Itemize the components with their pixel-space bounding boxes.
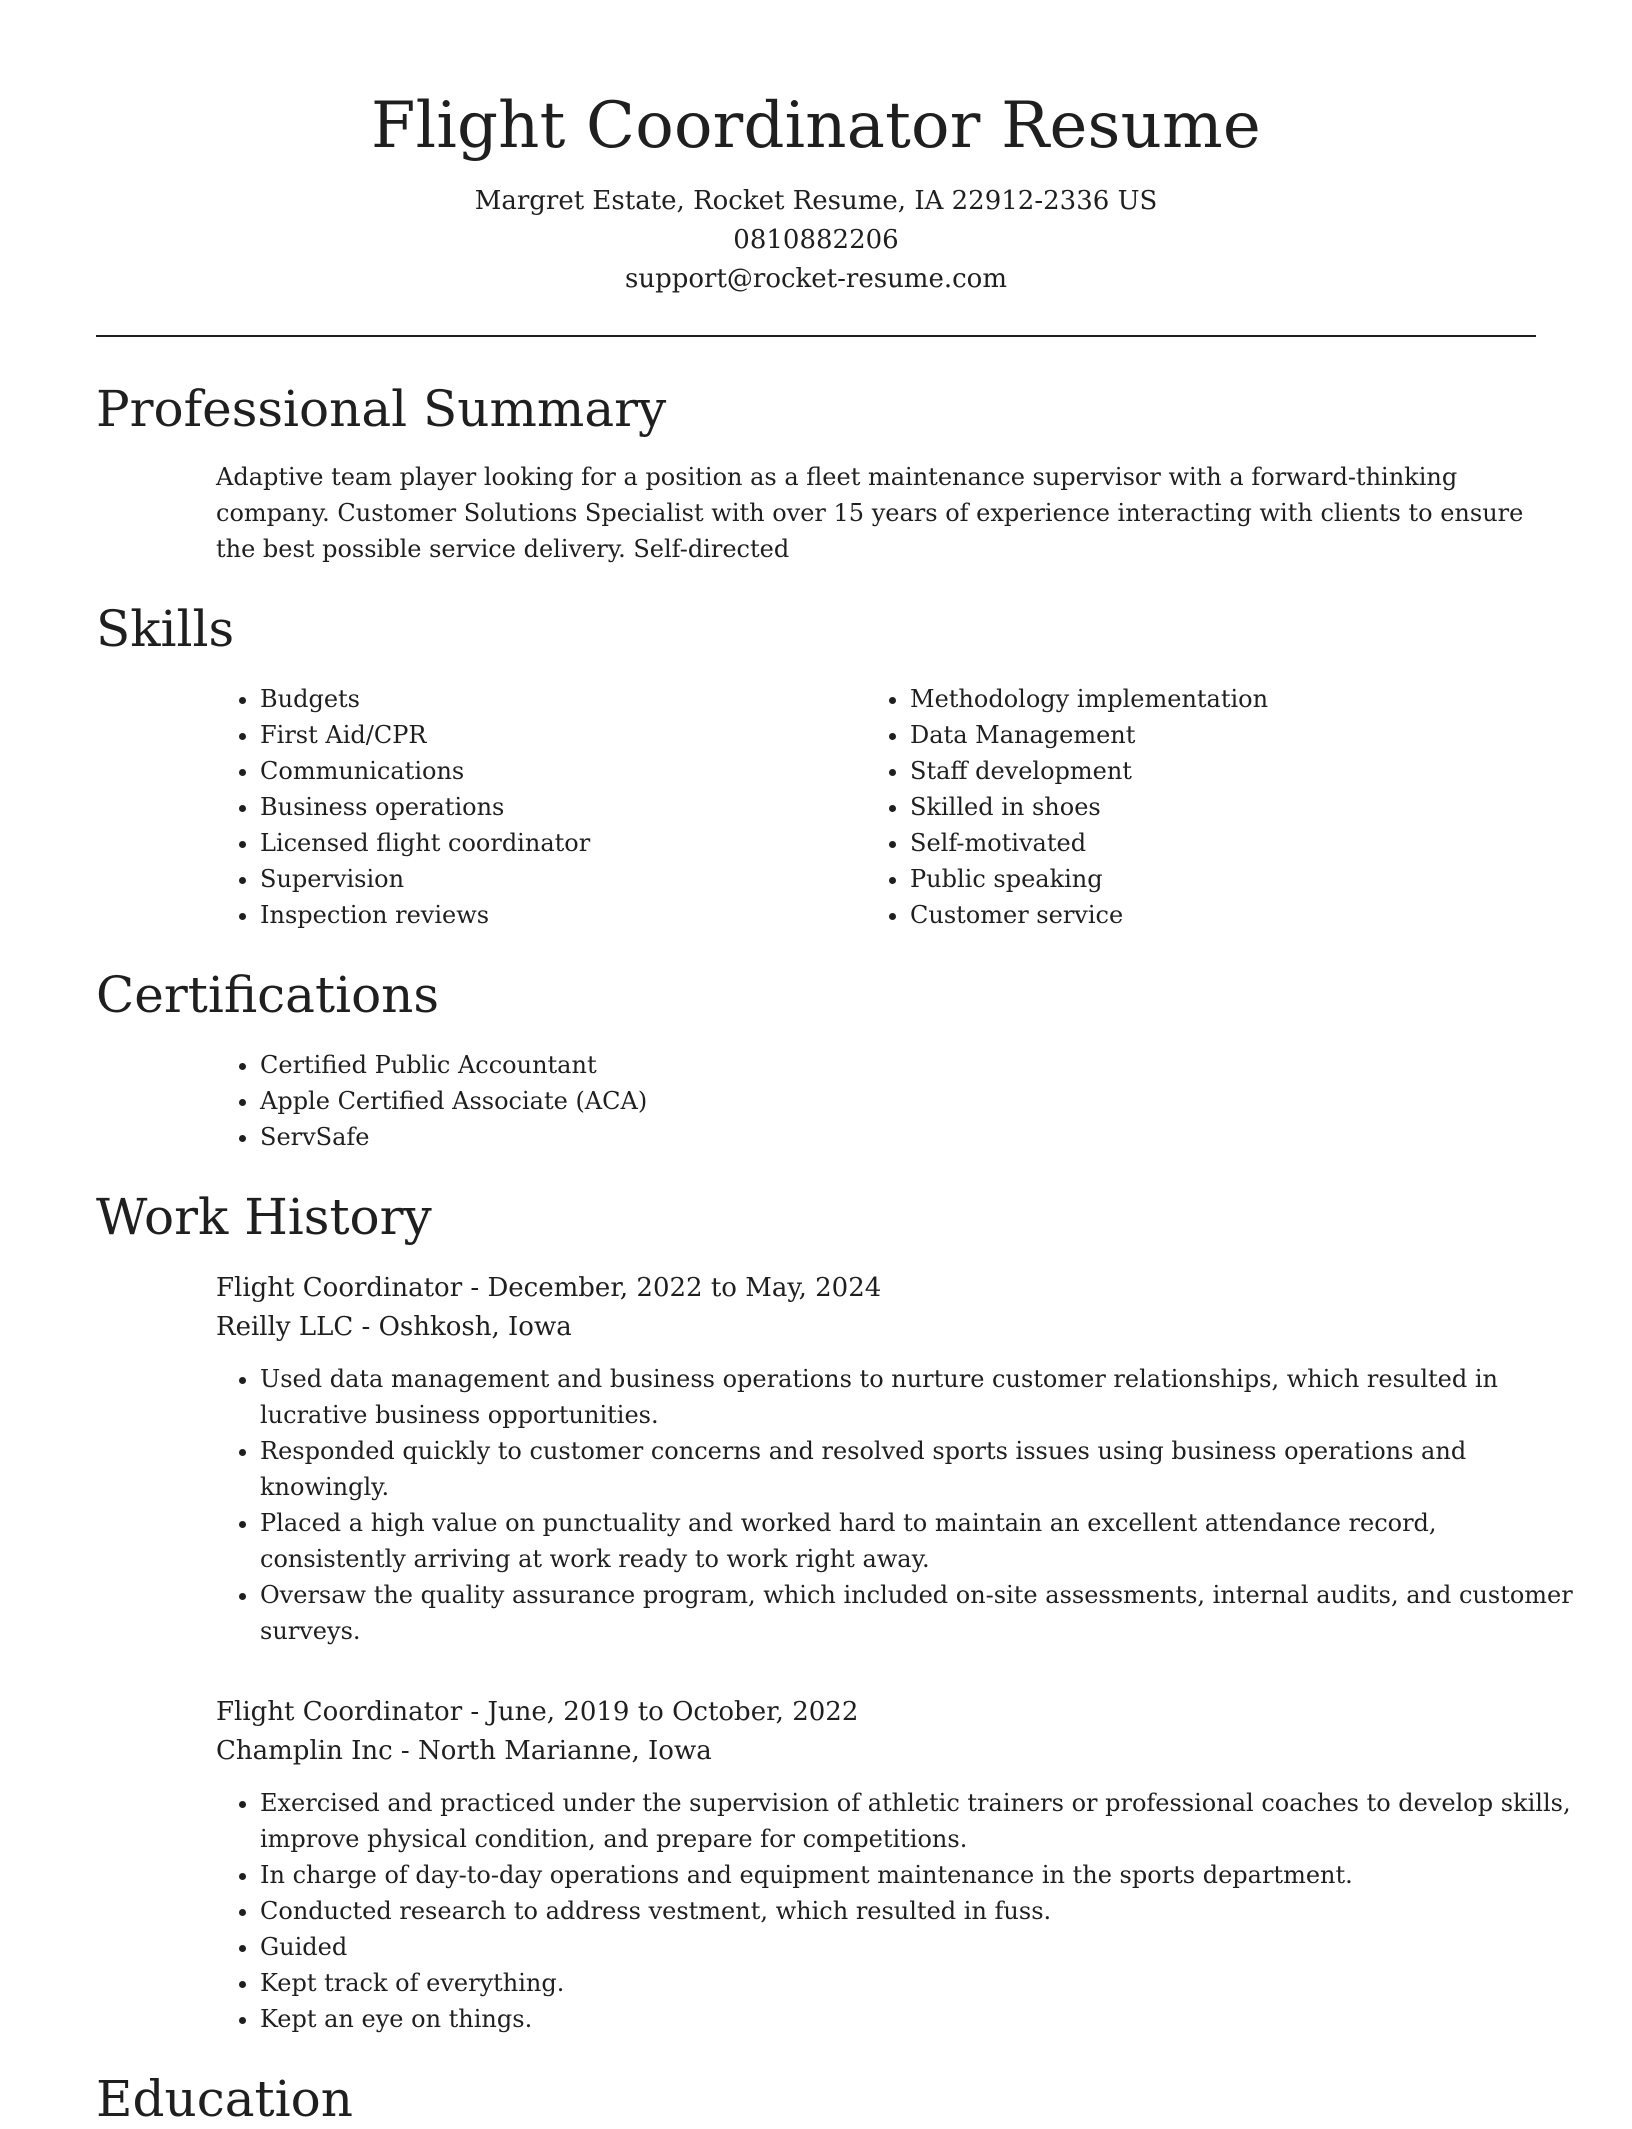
skill-item: • Staff development <box>910 753 1516 789</box>
job-bullet: • Exercised and practiced under the supervision of athletic trainers or professional coaches to develop skills, improve physical condition, and prepare for competitions. <box>260 1785 1580 1857</box>
summary-heading: Professional Summary <box>96 380 667 438</box>
skill-item: • Budgets <box>260 681 866 717</box>
contact-email: support@rocket-resume.com <box>624 264 1007 294</box>
job-entry <box>216 1693 1571 2037</box>
resume-page <box>96 0 1573 2129</box>
skill-item: • Customer service <box>910 897 1516 933</box>
skill-item: • Business operations <box>260 789 866 825</box>
summary-section <box>96 379 1536 567</box>
skills-left-list <box>216 681 866 933</box>
skills-columns <box>216 681 1536 933</box>
skill-item: • Data Management <box>910 717 1516 753</box>
skills-right-list <box>866 681 1516 933</box>
job-bullet: • Placed a high value on punctuality and worked hard to maintain an excellent attendance record, consistently arriving at work ready to work right away. <box>260 1505 1580 1577</box>
job-entry <box>216 1269 1573 1649</box>
job-bullet: • Oversaw the quality assurance program, which included on-site assessments, internal audits, and customer surveys. <box>260 1577 1580 1649</box>
job-bullet: • Kept an eye on things. <box>260 2001 1580 2037</box>
work-history-section <box>96 1187 1573 2037</box>
resume-header <box>96 0 1536 299</box>
contact-info <box>96 182 1536 299</box>
contact-address: Margret Estate, Rocket Resume, IA 22912-2336 US <box>474 186 1158 216</box>
job-bullet: • Kept track of everything. <box>260 1965 1580 2001</box>
skill-item: • First Aid/CPR <box>260 717 866 753</box>
education-heading: Education <box>96 2070 353 2128</box>
skill-item: • Communications <box>260 753 866 789</box>
job-bullet: • Conducted research to address vestment, which resulted in fuss. <box>260 1893 1580 1929</box>
job-bullet: • Used data management and business operations to nurture customer relationships, which resulted in lucrative business opportunities. <box>260 1361 1580 1433</box>
job-bullets <box>216 1361 1580 1649</box>
skill-item: • Public speaking <box>910 861 1516 897</box>
contact-phone: 0810882206 <box>733 225 899 255</box>
job-title-dates: Flight Coordinator - December, 2022 to May, 2024 <box>216 1273 882 1303</box>
job-company-location: Champlin Inc - North Marianne, Iowa <box>216 1736 712 1766</box>
certification-item: • ServSafe <box>260 1119 1536 1155</box>
skill-item: • Skilled in shoes <box>910 789 1516 825</box>
skills-heading: Skills <box>96 600 235 658</box>
header-divider <box>96 335 1536 337</box>
certifications-list <box>216 1047 1536 1155</box>
skill-item: • Supervision <box>260 861 866 897</box>
skill-item: • Methodology implementation <box>910 681 1516 717</box>
certification-item: • Certified Public Accountant <box>260 1047 1536 1083</box>
skill-item: • Self-motivated <box>910 825 1516 861</box>
skills-section <box>96 599 1536 933</box>
job-company-location: Reilly LLC - Oshkosh, Iowa <box>216 1312 572 1342</box>
certification-item: • Apple Certified Associate (ACA) <box>260 1083 1536 1119</box>
job-bullet: • Guided <box>260 1929 1580 1965</box>
summary-text: Adaptive team player looking for a position as a fleet maintenance supervisor with a forward-thinking company. Customer Solutions Specialist with over 15 years of experience interacting with clients to ensure the best possible service delivery. Self-directed <box>216 463 1524 563</box>
certifications-section <box>96 965 1536 1155</box>
job-title-dates: Flight Coordinator - June, 2019 to October, 2022 <box>216 1697 859 1727</box>
certifications-heading: Certifications <box>96 966 440 1024</box>
skill-item: • Inspection reviews <box>260 897 866 933</box>
skill-item: • Licensed flight coordinator <box>260 825 866 861</box>
job-bullets <box>216 1785 1580 2037</box>
education-section <box>96 2069 1536 2129</box>
job-bullet: • In charge of day-to-day operations and equipment maintenance in the sports department. <box>260 1857 1580 1893</box>
job-bullet: • Responded quickly to customer concerns and resolved sports issues using business operations and knowingly. <box>260 1433 1580 1505</box>
work-history-heading: Work History <box>96 1188 432 1246</box>
page-title: Flight Coordinator Resume <box>371 89 1261 163</box>
